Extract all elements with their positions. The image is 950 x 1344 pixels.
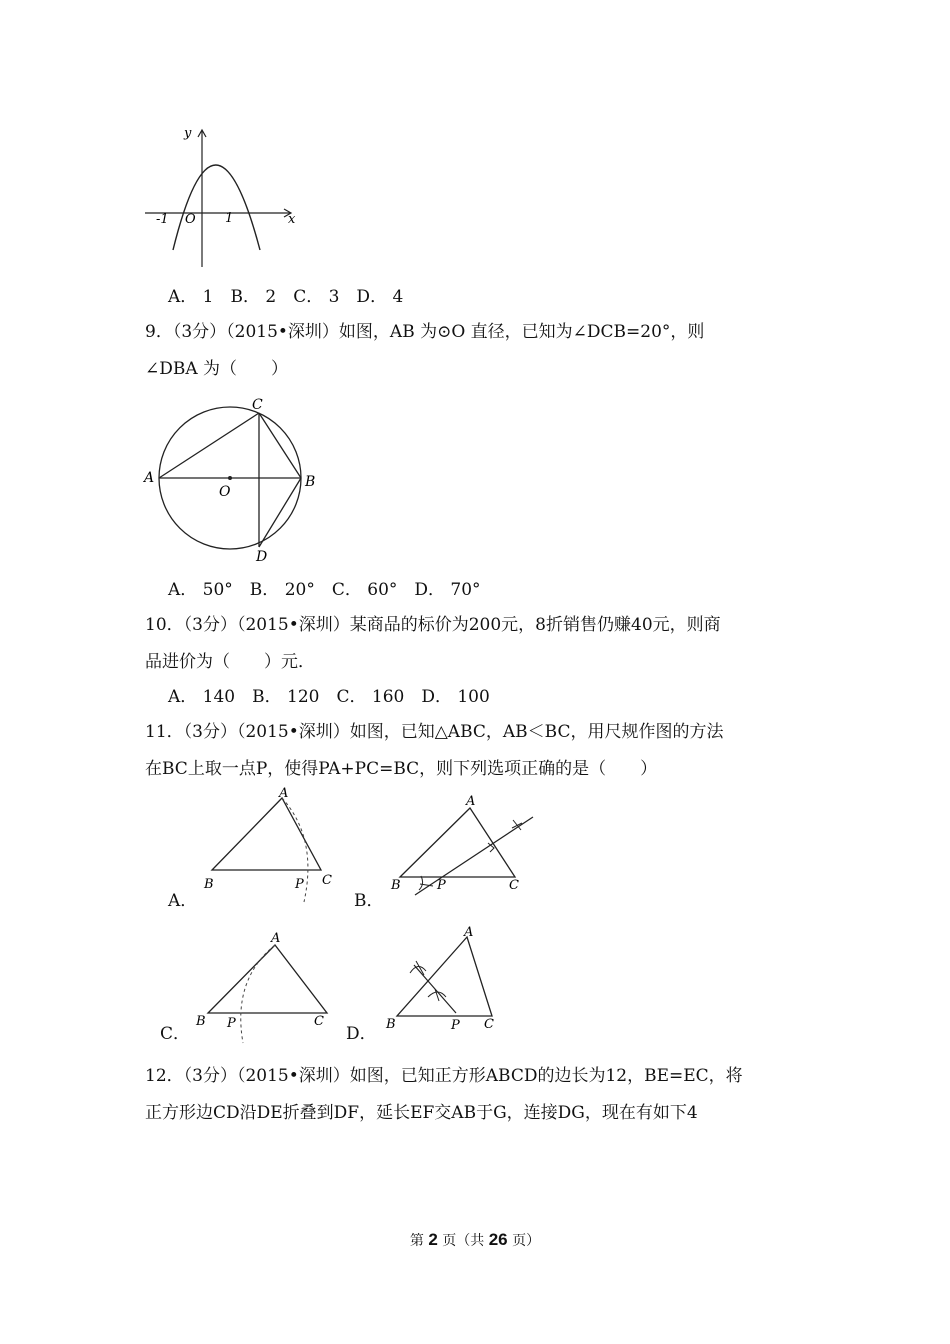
q11-option-c-label: C． <box>160 1024 191 1044</box>
q12-line1: 12．（3分）（2015•深圳）如图，已知正方形ABCD的边长为12，BE=EC，将 <box>145 1066 743 1086</box>
label-p: P <box>227 1016 236 1031</box>
label-a: A <box>144 470 155 486</box>
q11-line2: 在BC上取一点P，使得PA+PC=BC，则下列选项正确的是（ ） <box>145 759 658 779</box>
label-o: O <box>219 484 231 500</box>
y-axis-label: y <box>184 126 192 141</box>
label-b: B <box>204 877 214 892</box>
label-p: P <box>451 1018 460 1033</box>
label-a: A <box>464 925 474 940</box>
q10-options: A． 140 B． 120 C． 160 D． 100 <box>168 687 490 707</box>
q9-options: A． 50° B． 20° C． 60° D． 70° <box>168 580 481 600</box>
label-c: C <box>252 397 263 413</box>
label-b: B <box>386 1017 396 1032</box>
label-a: A <box>466 794 476 809</box>
segment-bd <box>259 478 301 547</box>
segment-ac <box>159 413 259 478</box>
q9-circle-figure <box>140 395 330 565</box>
label-a: A <box>271 931 281 946</box>
q11-figure-c <box>190 925 350 1045</box>
tick-neg1: -1 <box>156 212 169 227</box>
footer-post: 页） <box>507 1233 541 1249</box>
q11-option-d-label: D． <box>346 1024 377 1044</box>
center-dot <box>228 476 232 480</box>
q10-line2: 品进价为（ ）元． <box>145 652 315 672</box>
q8-options: A． 1 B． 2 C． 3 D． 4 <box>168 287 404 307</box>
label-b: B <box>391 878 401 893</box>
origin-label: O <box>185 212 196 227</box>
q11-option-b-label: B． <box>354 891 384 911</box>
q11-option-a-label: A． <box>168 891 198 911</box>
tick-1: 1 <box>225 211 234 226</box>
label-p: P <box>437 878 446 893</box>
label-c: C <box>314 1014 324 1029</box>
arc-mark-1 <box>419 876 423 890</box>
q10-line1: 10．（3分）（2015•深圳）某商品的标价为200元，8折销售仍赚40元，则商 <box>145 615 721 635</box>
triangle-abc <box>397 937 492 1016</box>
q11-line1: 11．（3分）（2015•深圳）如图，已知△ABC，AB＜BC，用尺规作图的方法 <box>145 722 724 742</box>
triangle-abc <box>208 945 327 1013</box>
label-p: P <box>295 877 304 892</box>
parabola-curve <box>173 165 260 250</box>
x-axis-label: x <box>288 212 296 227</box>
q12-line2: 正方形边CD沿DE折叠到DF，延长EF交AB于G，连接DG，现在有如下4 <box>145 1103 698 1123</box>
q9-line1: 9．（3分）（2015•深圳）如图，AB 为⊙O 直径，已知为∠DCB=20°，则 <box>145 322 705 342</box>
q9-line2: ∠DBA 为（ ） <box>145 359 289 379</box>
arc-dashed <box>241 945 275 1043</box>
q11-figure-d <box>380 925 530 1045</box>
footer-mid: 页（共 <box>437 1233 489 1249</box>
current-page-number: 2 <box>428 1230 438 1249</box>
q11-figure-a <box>200 786 350 905</box>
label-c: C <box>484 1017 494 1032</box>
footer-pre: 第 <box>409 1233 429 1249</box>
q8-parabola-graph <box>140 125 310 275</box>
label-b: B <box>196 1014 206 1029</box>
segment-cb <box>259 413 301 478</box>
label-a: A <box>279 786 289 801</box>
total-page-number: 26 <box>488 1230 508 1249</box>
label-c: C <box>322 873 332 888</box>
triangle-abc <box>212 798 321 870</box>
label-c: C <box>509 878 519 893</box>
label-d: D <box>256 549 268 565</box>
page-footer <box>0 1230 950 1251</box>
label-b: B <box>305 474 316 490</box>
q11-figure-b <box>385 790 545 900</box>
